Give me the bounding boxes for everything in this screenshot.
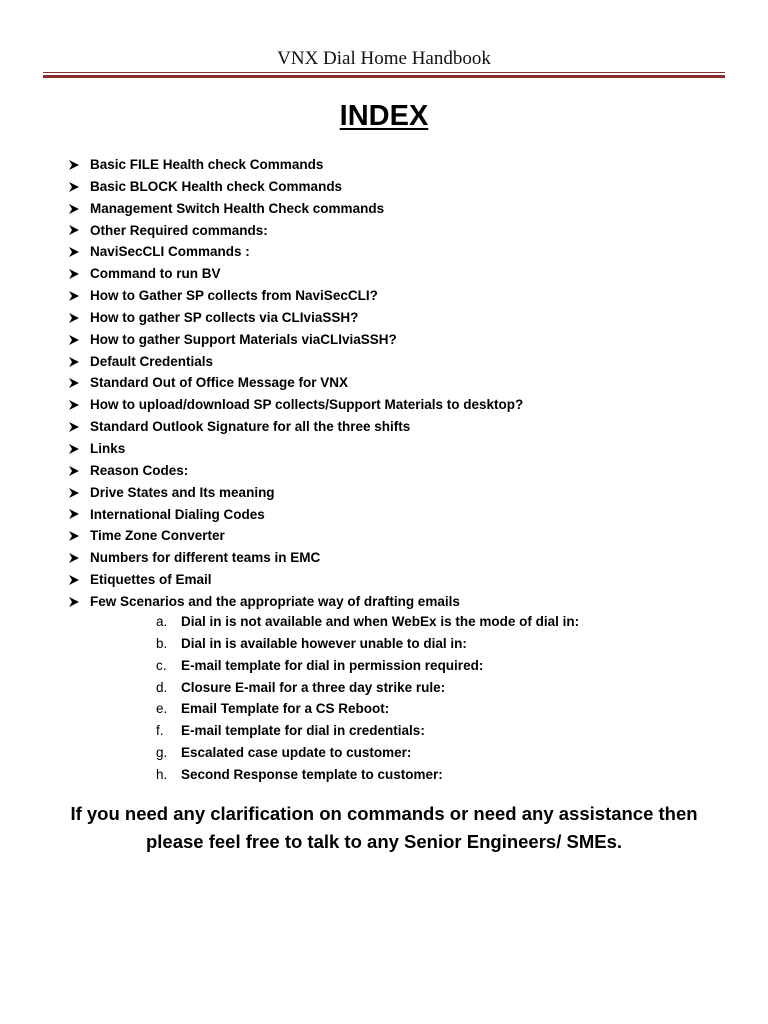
sub-item-label: E-mail template for dial in credentials:	[181, 723, 425, 739]
arrowhead-bullet-icon	[68, 465, 90, 477]
index-title: INDEX	[339, 100, 429, 132]
arrowhead-bullet-icon	[68, 181, 90, 193]
arrowhead-bullet-icon	[68, 312, 90, 324]
sub-list-item	[156, 655, 716, 677]
index-item-label: How to Gather SP collects from NaviSecCLI?	[90, 288, 378, 304]
arrowhead-bullet-icon	[68, 224, 90, 236]
sub-list-item	[156, 720, 716, 742]
page-header: VNX Dial Home Handbook	[277, 48, 491, 69]
arrowhead-bullet-icon	[68, 268, 90, 280]
arrowhead-bullet-icon	[68, 596, 90, 608]
sub-item-label: Dial in is available however unable to dial in:	[181, 635, 467, 651]
index-item-label: Drive States and Its meaning	[90, 484, 275, 500]
index-item	[68, 569, 728, 591]
index-item-label: How to upload/download SP collects/Support Materials to desktop?	[90, 397, 524, 413]
arrowhead-bullet-icon	[68, 159, 90, 171]
index-item	[68, 416, 728, 438]
arrowhead-bullet-icon	[68, 290, 90, 302]
index-item	[68, 176, 728, 198]
index-item-label: Numbers for different teams in EMC	[90, 550, 321, 566]
arrowhead-bullet-icon	[68, 203, 90, 215]
arrowhead-bullet-icon	[68, 356, 90, 368]
index-item	[68, 329, 728, 351]
index-item	[68, 460, 728, 482]
index-list	[68, 154, 728, 613]
index-item	[68, 372, 728, 394]
header-divider	[43, 72, 725, 78]
index-item-label: Reason Codes:	[90, 462, 189, 478]
arrowhead-bullet-icon	[68, 246, 90, 258]
index-item	[68, 525, 728, 547]
index-item-label: Basic BLOCK Health check Commands	[90, 178, 343, 194]
sub-list-item	[156, 698, 716, 720]
index-item	[68, 438, 728, 460]
arrowhead-bullet-icon	[68, 443, 90, 455]
index-item	[68, 285, 728, 307]
sub-item-label: Escalated case update to customer:	[181, 745, 412, 761]
index-item-label: Other Required commands:	[90, 222, 268, 238]
index-item-label: Standard Outlook Signature for all the three shifts	[90, 419, 411, 435]
sub-item-label: Email Template for a CS Reboot:	[181, 701, 390, 717]
index-item-label: NaviSecCLI Commands :	[90, 244, 250, 260]
index-item	[68, 307, 728, 329]
index-item	[68, 351, 728, 373]
index-item	[68, 220, 728, 242]
index-item	[68, 591, 728, 613]
closing-note: If you need any clarification on commands or need any assistance then please feel free to talk to any Senior Engineers/ SMEs.	[70, 803, 698, 852]
sub-item-letter: a.	[156, 614, 168, 629]
sub-item-letter: h.	[156, 766, 168, 782]
index-item	[68, 241, 728, 263]
sub-item-letter: d.	[156, 679, 168, 695]
sub-item-letter: b.	[156, 635, 168, 651]
index-item-label: How to gather SP collects via CLIviaSSH?	[90, 309, 359, 325]
index-item-label: Default Credentials	[90, 353, 214, 369]
arrowhead-bullet-icon	[68, 574, 90, 586]
sub-list-item	[156, 677, 716, 699]
sub-item-letter: f.	[156, 723, 164, 739]
scenario-sub-list	[156, 611, 716, 786]
arrowhead-bullet-icon	[68, 399, 90, 411]
sub-item-label: Second Response template to customer:	[181, 766, 443, 782]
sub-list-item	[156, 611, 716, 633]
index-item-label: Basic FILE Health check Commands	[90, 157, 324, 172]
index-item	[68, 263, 728, 285]
sub-list-item	[156, 633, 716, 655]
index-item-label: Links	[90, 440, 126, 456]
index-item	[68, 504, 728, 526]
index-item-label: Management Switch Health Check commands	[90, 200, 385, 216]
sub-item-label: E-mail template for dial in permission required:	[181, 657, 484, 673]
index-item-label: Standard Out of Office Message for VNX	[90, 375, 349, 391]
index-item	[68, 547, 728, 569]
sub-item-label: Closure E-mail for a three day strike rule:	[181, 679, 446, 695]
arrowhead-bullet-icon	[68, 552, 90, 564]
arrowhead-bullet-icon	[68, 530, 90, 542]
index-item	[68, 154, 728, 176]
index-item	[68, 198, 728, 220]
arrowhead-bullet-icon	[68, 487, 90, 499]
index-item-label: Command to run BV	[90, 266, 221, 282]
index-item-label: Time Zone Converter	[90, 528, 225, 544]
sub-item-letter: g.	[156, 745, 168, 761]
index-item-label: How to gather Support Materials viaCLIviaSSH?	[90, 331, 397, 347]
index-item-label: Etiquettes of Email	[90, 572, 212, 588]
index-item-label: International Dialing Codes	[90, 506, 265, 522]
arrowhead-bullet-icon	[68, 421, 90, 433]
arrowhead-bullet-icon	[68, 377, 90, 389]
index-item	[68, 394, 728, 416]
index-item-label: Few Scenarios and the appropriate way of drafting emails	[90, 593, 460, 609]
sub-list-item	[156, 764, 716, 786]
sub-item-label: Dial in is not available and when WebEx is the mode of dial in:	[181, 614, 580, 629]
arrowhead-bullet-icon	[68, 508, 90, 520]
index-item	[68, 482, 728, 504]
arrowhead-bullet-icon	[68, 334, 90, 346]
sub-item-letter: c.	[156, 657, 167, 673]
sub-item-letter: e.	[156, 701, 168, 717]
sub-list-item	[156, 742, 716, 764]
